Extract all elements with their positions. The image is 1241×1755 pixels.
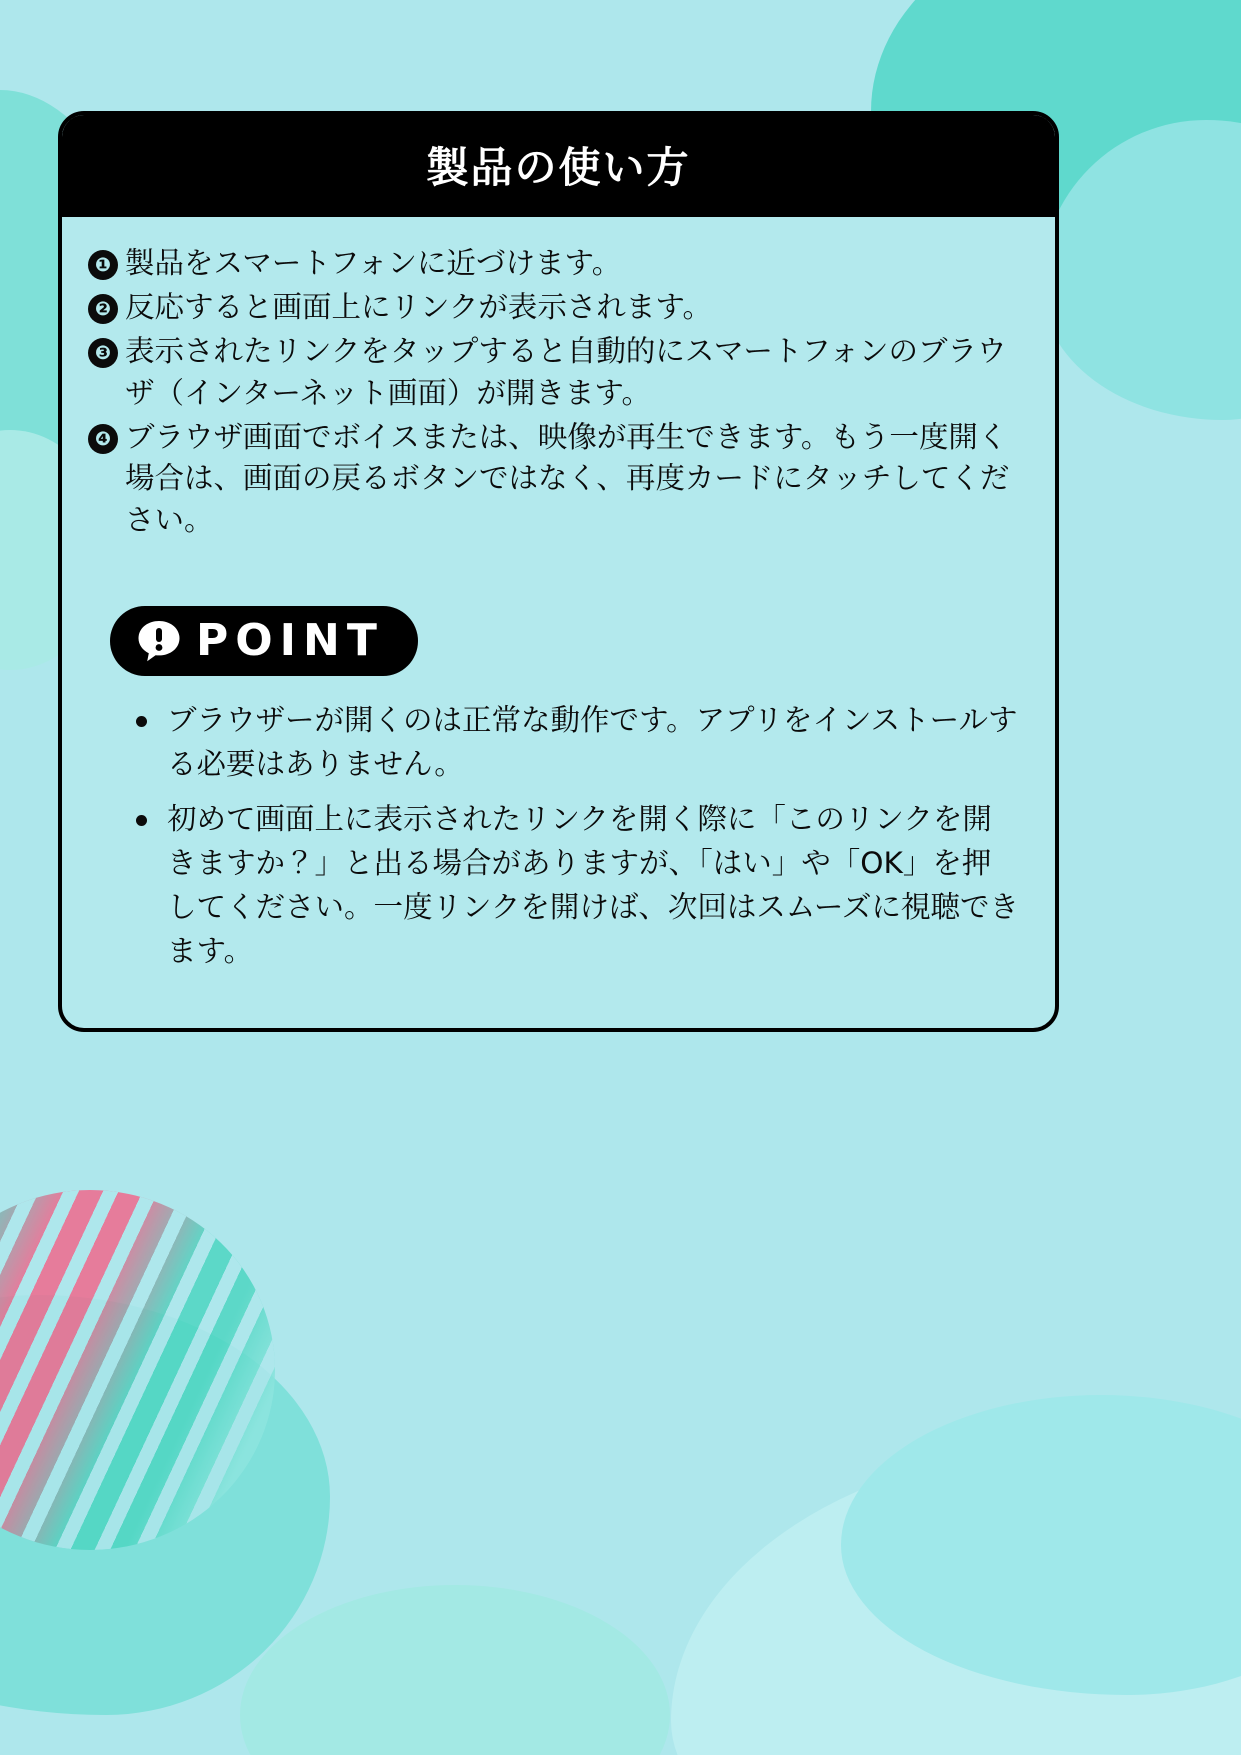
step-number-3: ❸ [88, 338, 118, 368]
bullet-icon [136, 815, 147, 826]
step-number-1: ❶ [88, 250, 118, 280]
list-item [136, 698, 1019, 787]
bullet-icon [136, 716, 147, 727]
page-title: 製品の使い方 [426, 143, 691, 192]
instruction-card [58, 111, 1059, 1032]
stripe-overlay [0, 1190, 275, 1550]
step-text-1: 製品をスマートフォンに近づけます。 [125, 246, 622, 280]
list-item [136, 797, 1019, 974]
steps-list [88, 243, 1029, 542]
list-item [88, 287, 1029, 329]
striped-circle-decoration [0, 1190, 275, 1550]
point-text-1: ブラウザーが開くのは正常な動作です。アプリをインストールする必要はありません。 [167, 703, 1018, 782]
point-text-2: 初めて画面上に表示されたリンクを開く際に「このリンクを開きますか？」と出る場合がありますが、「はい」や「OK」を押してください。一度リンクを開けば、次回はスムーズに視聴できます。 [167, 801, 1019, 969]
list-item [88, 417, 1029, 543]
step-text-3: 表示されたリンクをタップすると自動的にスマートフォンのブラウザ（インターネット画面）が開きます。 [125, 333, 1007, 410]
point-badge-label: POINT [196, 615, 384, 667]
step-number-2: ❷ [88, 294, 118, 324]
step-text-2: 反応すると画面上にリンクが表示されます。 [125, 289, 713, 324]
step-number-4: ❹ [88, 424, 118, 454]
card-body [62, 217, 1055, 1028]
point-badge [110, 606, 418, 676]
background-blob-bottom-middle [240, 1585, 670, 1755]
list-item [88, 331, 1029, 415]
points-list [88, 698, 1029, 974]
step-text-4: ブラウザ画面でボイスまたは、映像が再生できます。もう一度開く場合は、画面の戻るボタンではなく、再度カードにタッチしてください。 [125, 419, 1010, 538]
card-header [62, 115, 1055, 217]
list-item [88, 243, 1029, 285]
exclamation-speech-bubble-icon [136, 618, 182, 664]
